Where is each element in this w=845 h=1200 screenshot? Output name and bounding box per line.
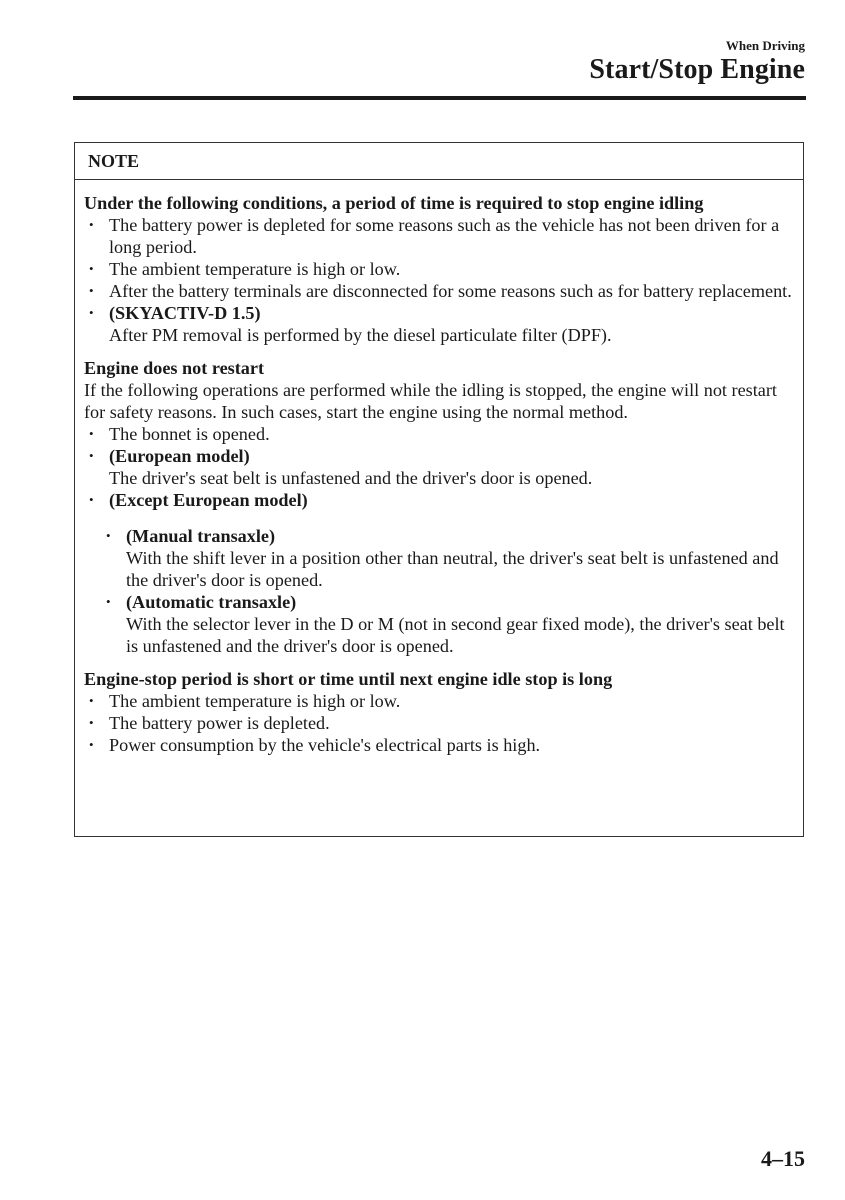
list-item (101, 525, 795, 591)
list-item-text: The ambient temperature is high or low. (109, 691, 401, 711)
list-item (84, 302, 795, 346)
section-heading-idling-delay: Under the following conditions, a period of time is required to stop engine idling (84, 193, 704, 213)
section-heading-engine-stop-period: Engine-stop period is short or time until next engine idle stop is long (84, 669, 613, 689)
section-heading-no-restart: Engine does not restart (84, 358, 265, 378)
list-item-text: After the battery terminals are disconnected for some reasons such as for battery replacement. (109, 281, 792, 301)
list-item (84, 489, 795, 511)
list-item-text: The battery power is depleted. (109, 713, 330, 733)
list-item-text: After PM removal is performed by the diesel particulate filter (DPF). (109, 325, 612, 345)
list-item (84, 214, 795, 258)
page-number: 4–15 (761, 1146, 805, 1171)
list-item (84, 445, 795, 489)
no-restart-list (84, 423, 795, 511)
list-item (84, 734, 795, 756)
list-item-label: • (SKYACTIV-D 1.5) (109, 303, 261, 323)
page-title: Start/Stop Engine (589, 54, 805, 85)
list-item-label: • (Automatic transaxle) (126, 592, 297, 612)
list-item (84, 423, 795, 445)
list-item-label: • (European model) (109, 446, 250, 466)
transaxle-sub-list (84, 525, 795, 657)
list-item-text: The bonnet is opened. (109, 424, 270, 444)
note-body (75, 180, 803, 756)
note-label: NOTE (75, 143, 803, 180)
list-item (84, 258, 795, 280)
list-item-text: The battery power is depleted for some reasons such as the vehicle has not been driven for a long period. (109, 215, 780, 257)
list-item (84, 690, 795, 712)
section-label: When Driving (725, 38, 805, 53)
list-item (84, 280, 795, 302)
list-item (84, 712, 795, 734)
header-rule (73, 96, 806, 100)
list-item-label: • (Manual transaxle) (126, 526, 276, 546)
idling-delay-list (84, 214, 795, 346)
engine-stop-period-list (84, 690, 795, 756)
list-item (101, 591, 795, 657)
list-item-text: Power consumption by the vehicle's electrical parts is high. (109, 735, 541, 755)
no-restart-intro: If the following operations are performed while the idling is stopped, the engine will not restart for safety reasons. In such cases, start the engine using the normal method. (84, 380, 777, 422)
list-item-text: With the shift lever in a position other than neutral, the driver's seat belt is unfastened and the driver's door is opened. (126, 548, 779, 590)
list-item-text: The driver's seat belt is unfastened and the driver's door is opened. (109, 468, 593, 488)
list-item-label: • (Except European model) (109, 490, 308, 510)
list-item-text: The ambient temperature is high or low. (109, 259, 401, 279)
list-item-text: With the selector lever in the D or M (not in second gear fixed mode), the driver's seat belt is unfastened and the driver's door is opened. (126, 614, 785, 656)
note-box (74, 142, 804, 837)
